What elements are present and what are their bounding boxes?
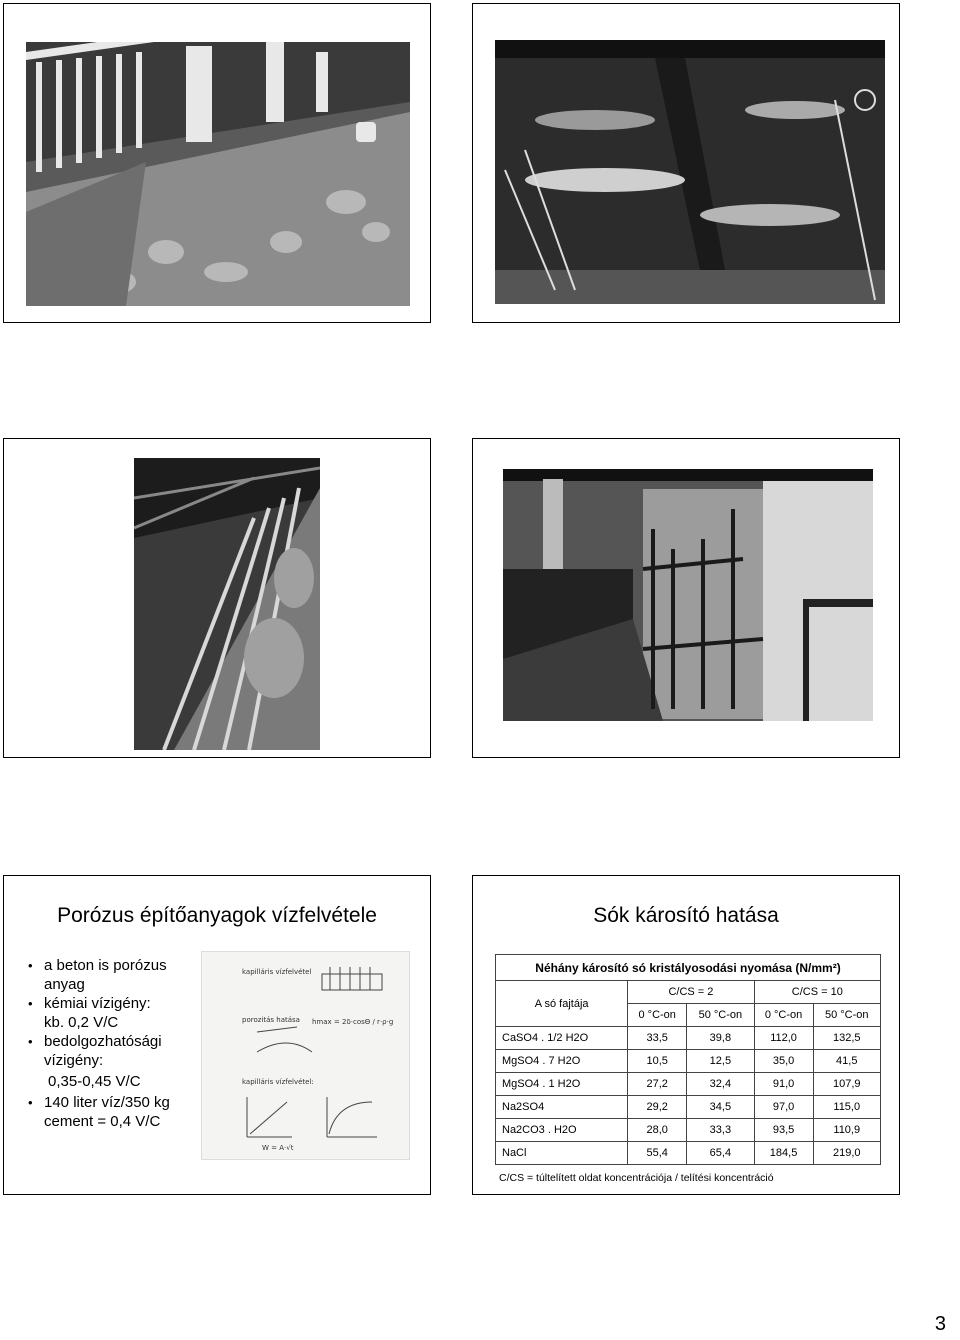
table-footnote: C/CS = túltelített oldat koncentrációja / telítési koncentráció [499,1172,774,1184]
salt-name: Na2CO3 . H2O [496,1119,628,1142]
temp-header: 50 °C-on [687,1004,754,1027]
bullet-item: • 140 liter víz/350 kg cement = 0,4 V/C [28,1093,198,1131]
bullet-subtext: 0,35-0,45 V/C [48,1073,141,1090]
table-cell: 112,0 [754,1027,813,1050]
slide-middle-right [472,438,900,758]
table-cell: 35,0 [754,1050,813,1073]
row-header: A só fajtája [496,981,628,1027]
salt-name: MgSO4 . 1 H2O [496,1073,628,1096]
table-row [496,1119,881,1142]
table-cell: 27,2 [628,1073,687,1096]
slide-top-right [472,3,900,323]
table-cell: 115,0 [813,1096,880,1119]
table-cell: 29,2 [628,1096,687,1119]
table-cell: 34,5 [687,1096,754,1119]
bullet-item: • a beton is porózus anyag [28,956,198,994]
group-header: C/CS = 10 [754,981,880,1004]
table-cell: 28,0 [628,1119,687,1142]
page-number: 3 [934,1313,946,1335]
sketch-bottom-formula: W = A·√t [262,1144,294,1152]
sketch-heading-2: porozitás hatása [242,1016,300,1024]
bullet-subtext: kb. 0,2 V/C [44,1014,119,1031]
table-cell: 32,4 [687,1073,754,1096]
table-cell: 12,5 [687,1050,754,1073]
fence-and-debris-photo [26,42,410,306]
slide-middle-left [3,438,431,758]
table-cell: 97,0 [754,1096,813,1119]
slide-salt-damage [472,875,900,1195]
table-cell: 110,9 [813,1119,880,1142]
table-cell: 93,5 [754,1119,813,1142]
porous-slide-title: Porózus építőanyagok vízfelvétele [57,904,377,927]
crystallization-pressure-table [495,954,881,1165]
exposed-steel-frame-photo [503,469,873,721]
corroded-rebar-photo [134,458,320,750]
temp-header: 0 °C-on [628,1004,687,1027]
temp-header: 50 °C-on [813,1004,880,1027]
salt-name: CaSO4 . 1/2 H2O [496,1027,628,1050]
bullet-item: • kémiai vízigény: [28,994,198,1013]
table-row [496,1050,881,1073]
table-cell: 91,0 [754,1073,813,1096]
bullet-item: • bedolgozhatósági vízigény: [28,1032,198,1070]
table-cell: 55,4 [628,1142,687,1165]
salt-name: Na2SO4 [496,1096,628,1119]
table-cell: 65,4 [687,1142,754,1165]
table-cell: 10,5 [628,1050,687,1073]
table-row [496,1073,881,1096]
table-cell: 184,5 [754,1142,813,1165]
table-cell: 107,9 [813,1073,880,1096]
table-cell: 39,8 [687,1027,754,1050]
table-cell: 41,5 [813,1050,880,1073]
table-row [496,1142,881,1165]
table-row [496,1027,881,1050]
ceiling-salt-stain-photo [495,40,885,304]
table-row [496,1096,881,1119]
porous-bullet-list [28,956,198,1131]
salt-name: MgSO4 . 7 H2O [496,1050,628,1073]
salt-name: NaCl [496,1142,628,1165]
group-header: C/CS = 2 [628,981,754,1004]
capillary-sketch-image [201,951,410,1160]
table-cell: 33,3 [687,1119,754,1142]
table-cell: 219,0 [813,1142,880,1165]
sketch-heading-3: kapilláris vízfelvétel: [242,1078,314,1086]
table-cell: 132,5 [813,1027,880,1050]
table-cell: 33,5 [628,1027,687,1050]
sketch-formula: hmax = 2δ·cosΘ / r·ρ·g [312,1018,394,1026]
slide-porous-materials [3,875,431,1195]
slide-top-left [3,3,431,323]
table-caption: Néhány károsító só kristályosodási nyomása (N/mm²) [496,955,881,981]
salts-slide-title: Sók károsító hatása [593,904,779,927]
sketch-heading-1: kapilláris vízfelvétel [242,968,312,976]
temp-header: 0 °C-on [754,1004,813,1027]
